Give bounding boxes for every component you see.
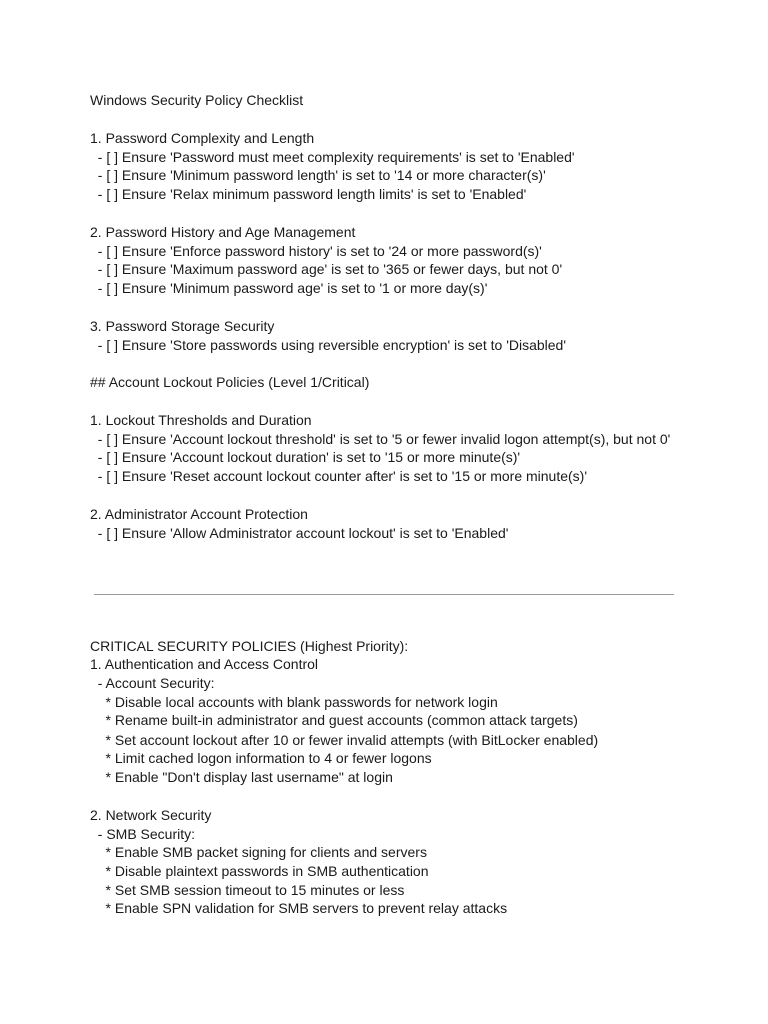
bullet-item: * Rename built-in administrator and guest accounts (common attack targets): [90, 712, 578, 728]
bullet-item: * Enable "Don't display last username" at login: [90, 769, 393, 785]
checklist-item: - [ ] Ensure 'Password must meet complexity requirements' is set to 'Enabled': [90, 149, 575, 165]
section-heading-authentication: 1. Authentication and Access Control: [90, 656, 319, 672]
checklist-item: - [ ] Ensure 'Enforce password history' is set to '24 or more password(s)': [90, 243, 542, 259]
sub-heading-smb-security: - SMB Security:: [90, 826, 196, 842]
bullet-item: * Disable plaintext passwords in SMB authentication: [90, 863, 429, 879]
sub-heading-account-security: - Account Security:: [90, 675, 215, 691]
bullet-item: * Enable SMB packet signing for clients and servers: [90, 844, 427, 860]
lockout-policies-heading: ## Account Lockout Policies (Level 1/Critical): [90, 374, 370, 390]
section-heading-admin-protection: 2. Administrator Account Protection: [90, 506, 308, 522]
checklist-item: - [ ] Ensure 'Reset account lockout counter after' is set to '15 or more minute(s)': [90, 468, 588, 484]
checklist-item: - [ ] Ensure 'Minimum password age' is set to '1 or more day(s)': [90, 280, 488, 296]
checklist-item: - [ ] Ensure 'Store passwords using reversible encryption' is set to 'Disabled': [90, 337, 567, 353]
checklist-item: - [ ] Ensure 'Account lockout duration' is set to '15 or more minute(s)': [90, 449, 521, 465]
section-heading-lockout-thresholds: 1. Lockout Thresholds and Duration: [90, 412, 312, 428]
horizontal-divider: [94, 594, 674, 595]
bullet-item: * Set SMB session timeout to 15 minutes or less: [90, 882, 405, 898]
section-heading-password-history: 2. Password History and Age Management: [90, 224, 356, 240]
bullet-item: * Limit cached logon information to 4 or fewer logons: [90, 750, 432, 766]
checklist-item: - [ ] Ensure 'Maximum password age' is set to '365 or fewer days, but not 0': [90, 261, 563, 277]
bullet-item: * Disable local accounts with blank passwords for network login: [90, 694, 498, 710]
checklist-item: - [ ] Ensure 'Minimum password length' is set to '14 or more character(s)': [90, 167, 546, 183]
checklist-item: - [ ] Ensure 'Account lockout threshold' is set to '5 or fewer invalid logon attempt(s), but not 0': [90, 431, 671, 447]
bullet-item: * Enable SPN validation for SMB servers to prevent relay attacks: [90, 900, 508, 916]
critical-policies-title: CRITICAL SECURITY POLICIES (Highest Priority):: [90, 638, 409, 654]
section-heading-password-complexity: 1. Password Complexity and Length: [90, 130, 315, 146]
checklist-item: - [ ] Ensure 'Relax minimum password length limits' is set to 'Enabled': [90, 186, 527, 202]
document-title: Windows Security Policy Checklist: [90, 92, 304, 108]
section-heading-password-storage: 3. Password Storage Security: [90, 318, 275, 334]
checklist-item: - [ ] Ensure 'Allow Administrator account lockout' is set to 'Enabled': [90, 525, 509, 541]
bullet-item: * Set account lockout after 10 or fewer invalid attempts (with BitLocker enabled): [90, 732, 599, 748]
section-heading-network-security: 2. Network Security: [90, 807, 212, 823]
